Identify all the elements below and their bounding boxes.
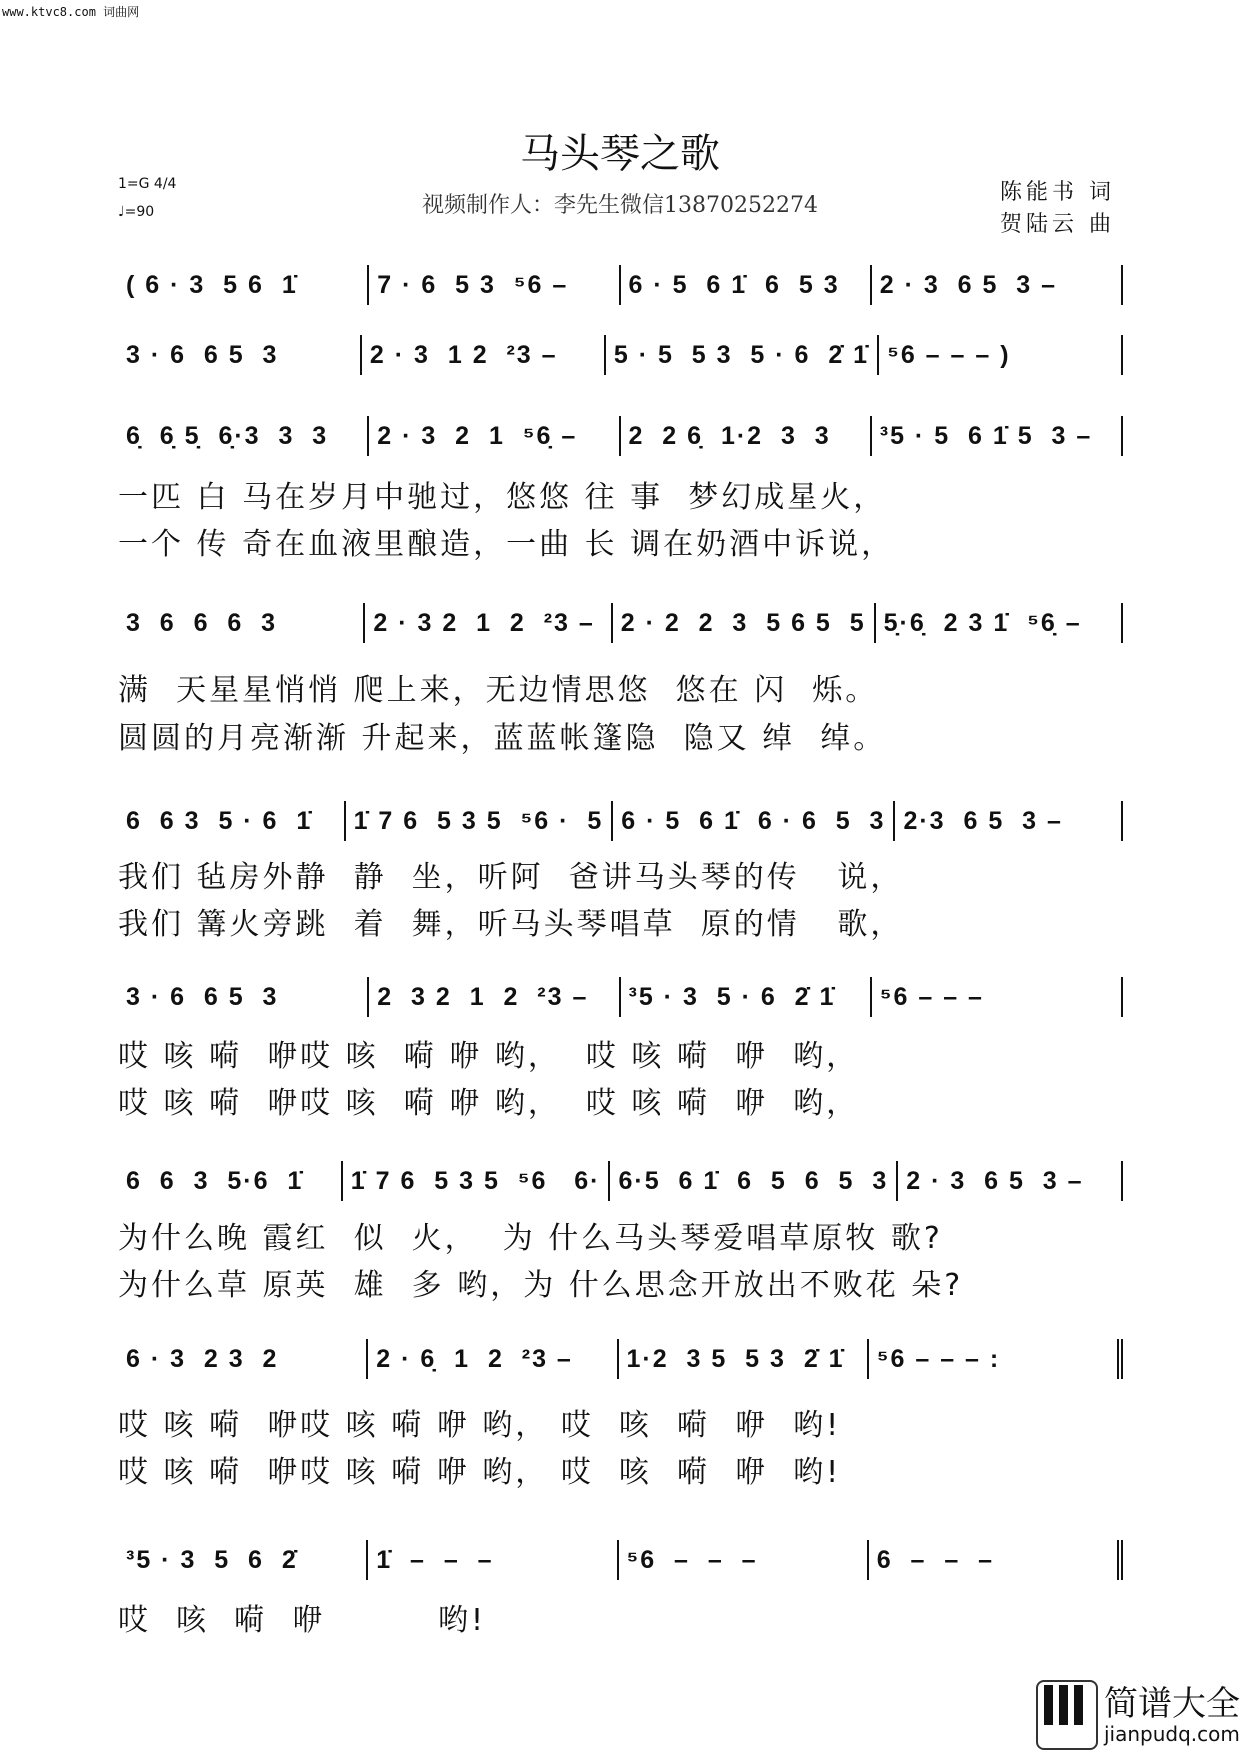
lyric-line: 一匹 白 马在岁月中驰过，悠悠 往 事 梦幻成星火，: [118, 480, 887, 515]
measure: 6 · 5 6 1̇ 6 5 3: [621, 265, 872, 305]
song-title: 马头琴之歌: [520, 131, 720, 177]
lyric-line: 满 天星星悄悄 爬上来，无边情思悠 悠在 闪 烁。: [118, 673, 879, 708]
notation-row: [118, 1161, 1123, 1201]
measure: 6 · 5 6 1̇ 6 · 6 5 3: [613, 801, 895, 841]
lyric-line: 我们 篝火旁跳 着 舞，听马头琴唱草 原的情 歌，: [118, 907, 904, 942]
site-label: www.ktvc8.com 词曲网: [2, 5, 140, 19]
lyric-line: 我们 毡房外静 静 坐，听阿 爸讲马头琴的传 说，: [118, 860, 904, 895]
measure: 1̇ 7 6 5 3 5 ⁵6 · 5: [346, 801, 614, 841]
site-logo: [1036, 1680, 1240, 1750]
composer-credit: 贺陆云 曲: [1000, 212, 1115, 237]
measure: ⁵6 – – –: [872, 977, 1123, 1017]
measure: ³5 · 3 5 6 2̇: [118, 1540, 368, 1580]
lyric-line: 哎 咳 嗬 咿哎 咳 嗬 咿 哟， 哎 咳 嗬 咿 哟!: [118, 1408, 842, 1443]
notation-row: [118, 335, 1123, 375]
lyric-line: 为什么晚 霞红 似 火， 为 什么马头琴爱唱草原牧 歌?: [118, 1221, 943, 1256]
measure: ( 6 · 3 5 6 1̇: [118, 265, 369, 305]
measure: 2 · 3 2 1 ⁵6̣ –: [369, 416, 620, 456]
key-signature: 1=G 4/4: [118, 176, 177, 192]
lyricist-credit: 陈能书 词: [1000, 180, 1115, 205]
measure: ³5 · 3 5 · 6 2̇ 1̇: [621, 977, 872, 1017]
measure: 2 2 6̣ 1·2 3 3: [621, 416, 872, 456]
lyric-line: 一个 传 奇在血液里酿造，一曲 长 调在奶酒中诉说，: [118, 527, 895, 562]
measure: 1̇ – – –: [368, 1540, 618, 1580]
measure: 2·3 6 5 3 –: [895, 801, 1123, 841]
notation-row: [118, 801, 1123, 841]
notation-row: [118, 265, 1123, 305]
measure: 6 6 3 5·6 1̇: [118, 1161, 343, 1201]
measure: 6 6 3 5 · 6 1̇: [118, 801, 346, 841]
measure: 3 · 6 6 5 3: [118, 335, 362, 375]
measure: 2 · 3 6 5 3 –: [898, 1161, 1123, 1201]
measure: 5 · 5 5 3 5 · 6 2̇ 1̇: [606, 335, 879, 375]
measure: 2 · 3 2 1 2 ²3 –: [365, 603, 612, 643]
lyric-line: 哎 咳 嗬 咿哎 咳 嗬 咿 哟， 哎 咳 嗬 咿 哟!: [118, 1455, 842, 1490]
measure: 2 · 6̣ 1 2 ²3 –: [368, 1339, 618, 1379]
video-maker-credit: 视频制作人：李先生微信13870252274: [422, 193, 818, 218]
measure: 2 3 2 1 2 ²3 –: [369, 977, 620, 1017]
notation-row: [118, 416, 1123, 456]
piano-icon: [1036, 1680, 1098, 1750]
measure: ³5 · 5 6 1̇ 5 3 –: [872, 416, 1123, 456]
measure: 2 · 3 6 5 3 –: [872, 265, 1123, 305]
measure: 6 · 3 2 3 2: [118, 1339, 368, 1379]
measure: 6·5 6 1̇ 6 5 6 5 3: [610, 1161, 898, 1201]
measure: 3 · 6 6 5 3: [118, 977, 369, 1017]
lyric-line: 圆圆的月亮渐渐 升起来，蓝蓝帐篷隐 隐又 绰 绰。: [118, 721, 887, 756]
measure: 2 · 3 1 2 ²3 –: [362, 335, 606, 375]
measure: 5̣·6̣ 2 3 1̇ ⁵6̣ –: [876, 603, 1123, 643]
logo-url: jianpudq.com: [1104, 1722, 1240, 1746]
measure: ⁵6 – – – ): [879, 335, 1123, 375]
notation-row: [118, 603, 1123, 643]
logo-name: 简谱大全: [1104, 1684, 1240, 1724]
lyric-line: 哎 咳 嗬 咿哎 咳 嗬 咿 哟， 哎 咳 嗬 咿 哟，: [118, 1039, 860, 1074]
notation-row: [118, 1540, 1123, 1580]
lyric-line: 哎 咳 嗬 咿 哟!: [118, 1603, 487, 1638]
measure: 1·2 3 5 5 3 2̇ 1̇: [619, 1339, 869, 1379]
lyric-line: 为什么草 原英 雄 多 哟，为 什么思念开放出不败花 朵?: [118, 1268, 964, 1303]
measure: ⁵6 – – –: [619, 1540, 869, 1580]
measure: 1̇ 7 6 5 3 5 ⁵6 6·: [343, 1161, 611, 1201]
measure: 2 · 2 2 3 5 6 5 5: [613, 603, 876, 643]
tempo-marking: ♩=90: [118, 204, 155, 220]
measure: ⁵6 – – – :: [869, 1339, 1123, 1379]
lyric-line: 哎 咳 嗬 咿哎 咳 嗬 咿 哟， 哎 咳 嗬 咿 哟，: [118, 1086, 860, 1121]
measure: 3 6 6 6 3: [118, 603, 365, 643]
measure: 6 – – –: [869, 1540, 1123, 1580]
measure: 6̣ 6̣ 5̣ 6̣·3 3 3: [118, 416, 369, 456]
measure: 7 · 6 5 3 ⁵6 –: [369, 265, 620, 305]
notation-row: [118, 1339, 1123, 1379]
notation-row: [118, 977, 1123, 1017]
